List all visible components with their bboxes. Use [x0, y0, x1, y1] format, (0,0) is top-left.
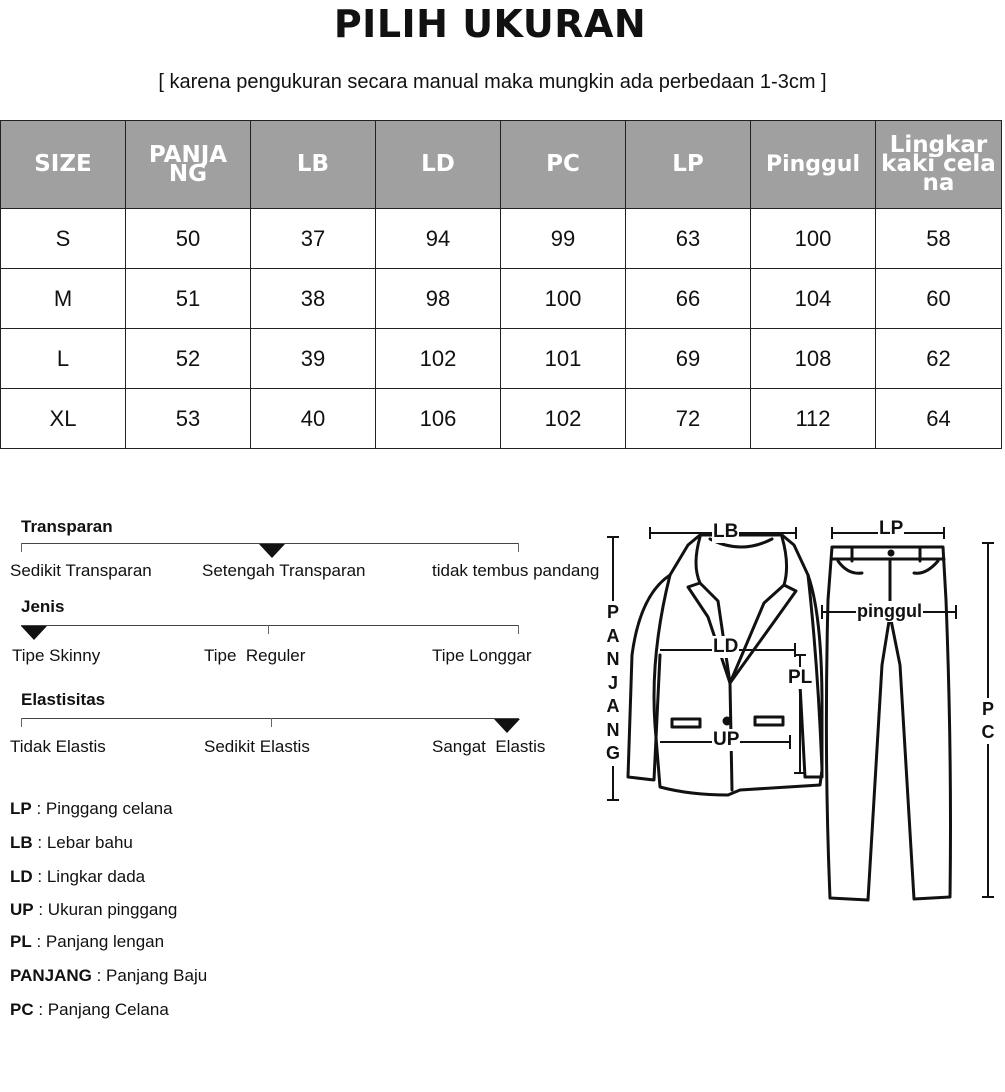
page-title: PILIH UKURAN	[333, 2, 647, 46]
table-row	[1, 209, 1002, 269]
table-row	[1, 269, 1002, 329]
table-cell: 99	[501, 209, 626, 269]
table-row	[1, 329, 1002, 389]
legend-item: PANJANG : Panjang Baju	[10, 966, 208, 985]
scale-option: tidak tembus pandang	[432, 561, 600, 580]
column-header: PC	[501, 121, 626, 209]
column-header: PANJANG	[126, 121, 251, 209]
scale-tick	[268, 625, 269, 634]
legend-item: LB : Lebar bahu	[10, 833, 133, 852]
table-cell: M	[1, 269, 126, 329]
column-header: Lingkar kaki celana	[876, 121, 1002, 209]
transparency-marker-icon	[259, 544, 285, 558]
table-cell: 108	[751, 329, 876, 389]
table-cell: 106	[376, 389, 501, 449]
elasticity-scale-line	[21, 718, 519, 719]
table-cell: XL	[1, 389, 126, 449]
dimension-label-pinggul: pinggul	[857, 601, 922, 621]
fit-type-scale-title: Jenis	[21, 597, 65, 616]
scale-tick	[271, 718, 272, 727]
dimension-label-pc: PC	[978, 698, 998, 744]
scale-tick	[518, 625, 519, 634]
scale-option: Sedikit Elastis	[204, 737, 310, 756]
table-cell: 53	[126, 389, 251, 449]
transparency-scale-title: Transparan	[21, 517, 113, 536]
scale-option: Tipe Reguler	[204, 646, 306, 665]
scale-tick	[21, 718, 22, 727]
table-cell: 37	[251, 209, 376, 269]
table-cell: 51	[126, 269, 251, 329]
column-header: LD	[376, 121, 501, 209]
table-cell: 63	[626, 209, 751, 269]
scale-tick	[518, 543, 519, 552]
dimension-label-panjang: PANJANG	[604, 601, 622, 766]
scale-option: Setengah Transparan	[202, 561, 366, 580]
table-cell: 100	[501, 269, 626, 329]
pants-outline	[826, 547, 950, 900]
table-cell: 38	[251, 269, 376, 329]
column-header: Pinggul	[751, 121, 876, 209]
scale-tick	[21, 543, 22, 552]
column-header: LB	[251, 121, 376, 209]
table-cell: S	[1, 209, 126, 269]
dimension-label-up: UP	[713, 729, 740, 750]
legend-item: PC : Panjang Celana	[10, 1000, 169, 1019]
table-cell: 40	[251, 389, 376, 449]
column-header: LP	[626, 121, 751, 209]
legend-item: UP : Ukuran pinggang	[10, 900, 178, 919]
table-cell: 98	[376, 269, 501, 329]
table-cell: 104	[751, 269, 876, 329]
table-cell: L	[1, 329, 126, 389]
table-cell: 62	[876, 329, 1002, 389]
legend-item: PL : Panjang lengan	[10, 932, 165, 951]
table-cell: 102	[376, 329, 501, 389]
measurement-note: [ karena pengukuran secara manual maka mungkin ada perbedaan 1-3cm ]	[158, 71, 827, 93]
table-header-row	[1, 121, 1002, 209]
table-cell: 39	[251, 329, 376, 389]
table-cell: 101	[501, 329, 626, 389]
size-table	[0, 120, 1002, 449]
fit-type-marker-icon	[21, 626, 47, 640]
table-cell: 100	[751, 209, 876, 269]
dimension-label-pl: PL	[788, 667, 813, 688]
dimension-label-lp: LP	[879, 518, 904, 539]
scale-option: Sedikit Transparan	[10, 561, 152, 580]
table-cell: 102	[501, 389, 626, 449]
table-cell: 94	[376, 209, 501, 269]
table-cell: 64	[876, 389, 1002, 449]
fit-type-scale-line	[21, 625, 519, 626]
table-cell: 50	[126, 209, 251, 269]
column-header: SIZE	[1, 121, 126, 209]
table-cell: 58	[876, 209, 1002, 269]
legend-item: LD : Lingkar dada	[10, 867, 146, 886]
table-cell: 69	[626, 329, 751, 389]
legend-item: LP : Pinggang celana	[10, 799, 173, 818]
scale-option: Tidak Elastis	[10, 737, 106, 756]
elasticity-marker-icon	[494, 719, 520, 733]
dimension-label-lb: LB	[713, 521, 739, 542]
table-cell: 72	[626, 389, 751, 449]
scale-option: Tipe Skinny	[12, 646, 101, 665]
scale-option: Sangat Elastis	[432, 737, 546, 756]
suit-and-pants-drawing	[600, 505, 1005, 1035]
table-cell: 112	[751, 389, 876, 449]
dimension-label-ld: LD	[713, 636, 739, 657]
table-cell: 52	[126, 329, 251, 389]
table-row	[1, 389, 1002, 449]
measurement-illustration	[600, 505, 1005, 1035]
table-cell: 66	[626, 269, 751, 329]
table-cell: 60	[876, 269, 1002, 329]
elasticity-scale-title: Elastisitas	[21, 690, 106, 709]
scale-option: Tipe Longgar	[432, 646, 532, 665]
